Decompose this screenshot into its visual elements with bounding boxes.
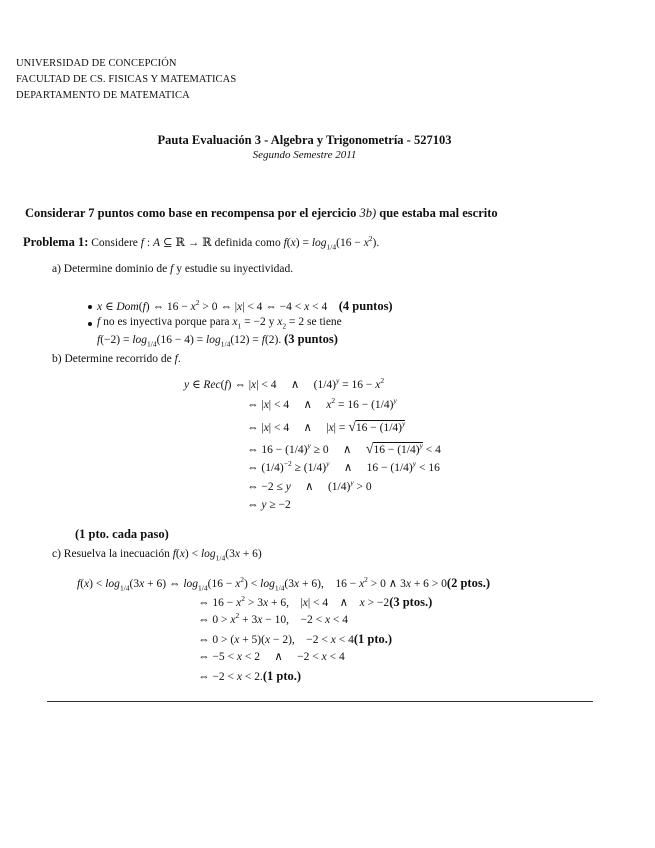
part-a-prompt: a) Determine dominio de f y estudie su inyectividad. (52, 263, 294, 275)
injectivity-line2: $f(-2) = \log_{1/4}(16 - 4) = \log_{1/4}(12) = f(2)$. (3 puntos) (97, 332, 338, 349)
range-step-1: y ∈ Rec(f) ⇔ |x| < 4 ∧ $(1/4)^y = 16 - x^2$ (184, 376, 385, 391)
points-step-4: (1 pto.) (353, 632, 393, 646)
department-name: DEPARTAMENTO DE MATEMATICA (16, 90, 190, 101)
problem-definida: definida como (214, 237, 281, 249)
points-per-step: (1 pto. cada paso) (75, 527, 169, 541)
ineq-step-1: $f(x) < \log_{1/4}(3x + 6)$ ⇔ $\log_{1/4}(16 - x^2) < \log_{1/4}(3x + 6)$, $16 - x^2 > 0$ ∧ 3x + 6 > 0(2 ptos.) (77, 575, 490, 593)
problem-label: Problema 1: (23, 235, 89, 249)
points-step-6: (1 pto.) (262, 669, 302, 683)
ineq-step-2: ⇔ $16 - x^2 > 3x + 6$, |x| < 4 ∧ x > −2(3 ptos.) (198, 594, 433, 609)
part-b-prompt: b) Determine recorrido de f. (52, 353, 181, 365)
page-title: Pauta Evaluación 3 - Algebra y Trigonometría - 527103 (157, 133, 452, 147)
notice-text-end: que estaba mal escrito (376, 206, 498, 220)
domain-answer: x ∈ Dom(f) ⇔ $16 - x^2 > 0$ ⇔ |x| < 4 ⇔ −4 < x < 4 (4 puntos) (97, 298, 393, 313)
points-step-2: (3 ptos.) (389, 595, 433, 609)
ineq-step-3: ⇔ $0 > x^2 + 3x - 10$, −2 < x < 4 (198, 611, 349, 626)
faculty-name: FACULTAD DE CS. FISICAS Y MATEMATICAS (16, 74, 237, 85)
ineq-step-5: ⇔ −5 < x < 2 ∧ −2 < x < 4 (198, 651, 345, 663)
range-step-5: ⇔ $(1/4)^{-2} \ge (1/4)^y$ ∧ $16 - (1/4)^y < 16$ (247, 459, 440, 474)
bullet (88, 305, 92, 309)
range-step-3: ⇔ |x| < 4 ∧ $|x| = √16 - (1/4)^y$ (247, 419, 406, 435)
problem-statement: Problema 1: Considere f : A ⊆ ℝ → ℝ definida como $f(x) = \log_{1/4}(16 - x^2)$. (23, 234, 380, 252)
range-step-7: ⇔ y ≥ −2 (247, 499, 291, 511)
range-step-2: ⇔ |x| < 4 ∧ $x^2 = 16 - (1/4)^y$ (247, 396, 397, 411)
notice-text: Considerar 7 puntos como base en recompensa por el ejercicio (25, 206, 360, 220)
points-injectivity: (3 puntos) (284, 332, 338, 346)
points-domain: (4 puntos) (338, 299, 393, 313)
notice-ref: 3b) (359, 206, 377, 220)
range-step-4: ⇔ $16 - (1/4)^y \ge 0$ ∧ $√16 - (1/4)^y < 4$ (247, 441, 441, 457)
range-step-6: ⇔ −2 ≤ y ∧ $(1/4)^y > 0$ (247, 478, 372, 493)
ineq-step-4: ⇔ 0 > (x + 5)(x − 2), −2 < x < 4(1 pto.) (198, 632, 393, 646)
bullet (88, 322, 92, 326)
university-name: UNIVERSIDAD DE CONCEPCIÓN (16, 58, 177, 69)
semester: Segundo Semestre 2011 (252, 149, 357, 161)
injectivity-line1: f no es inyectiva porque para $x_1 = -2$ y $x_2 = 2$ se tiene (97, 316, 342, 331)
ineq-step-6: ⇔ −2 < x < 2.(1 pto.) (198, 669, 302, 683)
divider (47, 701, 593, 702)
part-c-prompt: c) Resuelva la inecuación $f(x) < \log_{1/4}(3x + 6)$ (52, 548, 262, 563)
grading-notice (25, 207, 498, 220)
points-step-1: (2 ptos.) (446, 576, 490, 590)
problem-considere: Considere (91, 237, 138, 249)
